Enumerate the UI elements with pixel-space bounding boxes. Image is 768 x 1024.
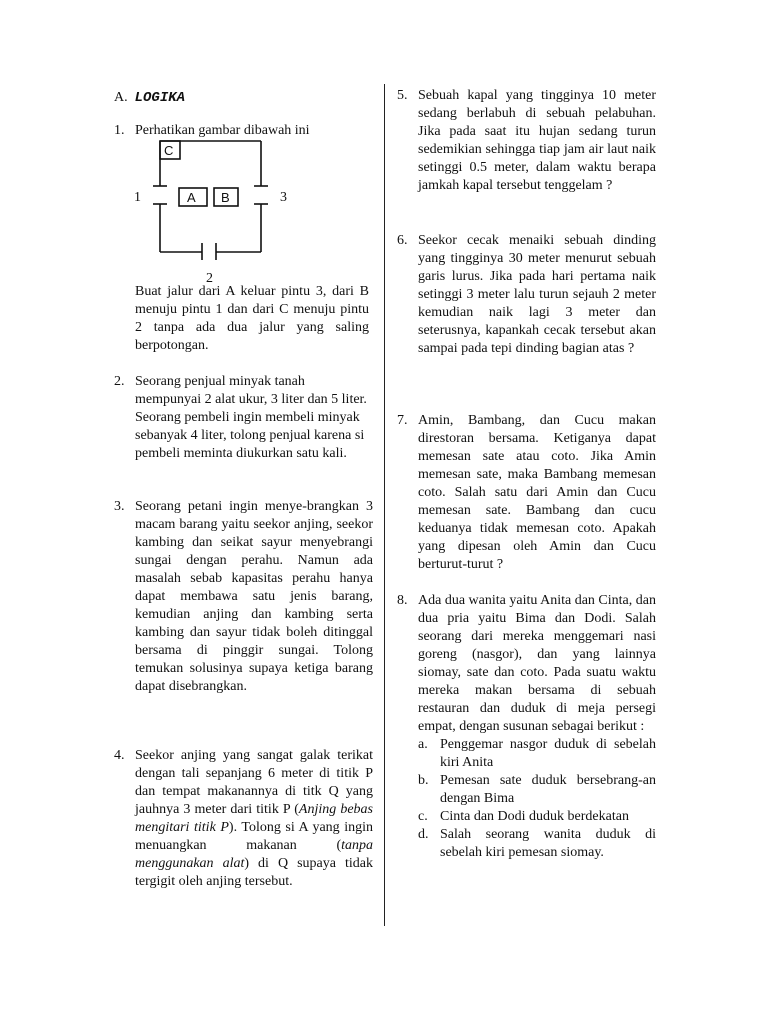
door-2-label: 2 [206,271,213,286]
label-a: A [187,190,196,205]
question-3-text: Seorang petani ingin menye-brangkan 3 macam barang yaitu seekor anjing, seekor kambing dan seikat sayur menyebrangi sungai dengan perahu. Namun ada masalah sebab kapasitas perahu hanya dapat membawa satu jenis barang, kemudian anjing dan kambing serta kambing dan sayur tidak boleh ditinggal bersama di pinggir sungai. Tolong temukan solusinya supaya ketiga barang dapat disebrangkan. [135,499,373,694]
sub-item: c. Cinta dan Dodi duduk berdekatan [418,809,629,824]
question-number: 3. [114,499,125,514]
section-heading [114,89,185,107]
question-8-text: Ada dua wanita yaitu Anita dan Cinta, dan dua pria yaitu Bima dan Dodi. Salah seorang dari mereka menggemari nasi goreng (nasgor), dan yang lainnya siomay, sate dan coto. Pada suatu waktu mereka makan bersama di sebuah restauran dan duduk di meja persegi empat, dengan susunan sebagai berikut : [418,593,656,734]
label-c: C [164,143,174,158]
sub-item: a. Penggemar nasgor duduk di sebelah kiri Anita [418,737,656,770]
question-number: 2. [114,374,125,389]
section-letter: A. [114,90,128,105]
section-title: LOGIKA [134,90,186,106]
question-7-text: Amin, Bambang, dan Cucu makan direstoran bersama. Ketiganya dapat memesan sate atau coto. Jika Amin memesan sate, maka Bambang memesan coto. Salah satu dari Amin dan Cucu memesan sate. Bambang dan cucu keduanya tidak memesan coto. Apakah yang dipesan oleh Amin dan Cucu berturut-turut ? [418,413,656,572]
question-number: 8. [397,593,408,608]
sub-item: d. Salah seorang wanita duduk di sebelah kiri pemesan siomay. [418,827,656,860]
question-1-text: Buat jalur dari A keluar pintu 3, dari B menuju pintu 1 dan dari C menuju pintu 2 tanpa ada dua jalur yang saling berpotongan. [135,284,369,353]
question-6-text: Seekor cecak menaiki sebuah dinding yang tingginya 30 meter menurut sebuah garis lurus. Jika pada hari pertama naik setinggi 3 meter lalu turun sejauh 2 meter kemudian naik lagi 3 meter dan seterusnya, kapankah cecak tersebut akan sampai pada tepi dinding bagian atas ? [418,233,656,356]
question-4-text: Seekor anjing yang sangat galak terikat dengan tali sepanjang 6 meter di titik P dan tempat makanannya di titk Q yang jauhnya 3 meter dari titik P (Anjing bebas mengitari titik P). Tolong si A yang ingin menuangkan makanan (tanpa menggunakan alat) di Q supaya tidak tergigit oleh anjing tersebut. [135,748,374,889]
door-3-label: 3 [280,190,287,205]
question-1-intro: Perhatikan gambar dibawah ini [135,123,310,138]
question-number: 6. [397,233,408,248]
column-divider [384,84,385,926]
door-diagram [133,138,303,286]
emphasis: Anjing bebas mengitari titik P [135,802,373,835]
question-number: 4. [114,748,125,763]
door-1-label: 1 [134,190,141,205]
question-number: 5. [397,88,408,103]
emphasis: tanpa menggunakan alat [135,838,373,871]
question-2-text: Seorang penjual minyak tanah mempunyai 2 alat ukur, 3 liter dan 5 liter. Seorang pembeli ingin membeli minyak sebanyak 4 liter, tolong penjual karena si pembeli meminta diukurkan satu kali. [135,374,367,461]
sub-item: b. Pemesan sate duduk bersebrang-an dengan Bima [418,773,656,806]
label-b: B [221,190,230,205]
question-8-body [418,592,656,862]
question-number: 1. [114,123,125,138]
question-number: 7. [397,413,408,428]
question-5-text: Sebuah kapal yang tingginya 10 meter sedang berlabuh di sebuah pelabuhan. Jika pada saat itu hujan sedang turun sedemikian sehingga tiap jam air laut naik setinggi 0.5 meter, dalam waktu berapa jamkah kapal tersebut tenggelam ? [418,88,656,193]
